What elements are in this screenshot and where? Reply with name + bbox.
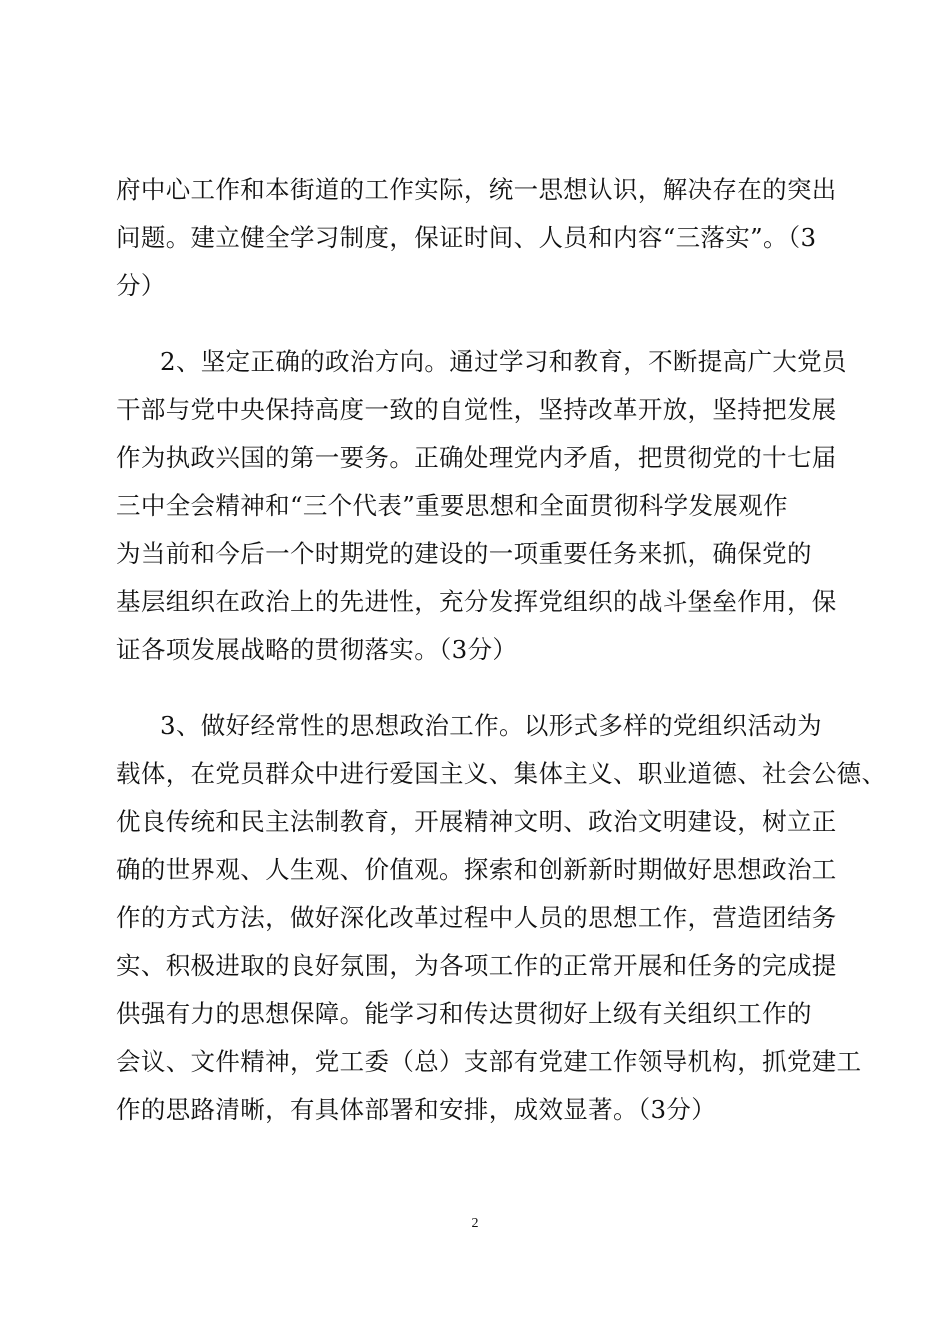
text-line: 作为执政兴国的第一要务。正确处理党内矛盾，把贯彻党的十七届 bbox=[116, 443, 837, 472]
paragraph-2-first-line: 2、坚定正确的政治方向。通过学习和教育，不断提高广大党员 bbox=[160, 347, 847, 376]
text-line: 干部与党中央保持高度一致的自觉性，坚持改革开放，坚持把发展 bbox=[116, 395, 837, 424]
paragraph-3-first-line: 3、做好经常性的思想政治工作。以形式多样的党组织活动为 bbox=[160, 711, 823, 740]
text-line: 分） bbox=[116, 271, 166, 300]
page-number: 2 bbox=[471, 1216, 479, 1231]
text-line: 三中全会精神和“三个代表”重要思想和全面贯彻科学发展观作 bbox=[116, 491, 788, 520]
text-line: 基层组织在政治上的先进性，充分发挥党组织的战斗堡垒作用，保 bbox=[116, 587, 837, 616]
text-line: 载体，在党员群众中进行爱国主义、集体主义、职业道德、社会公德、 bbox=[116, 759, 887, 788]
text-line: 优良传统和民主法制教育，开展精神文明、政治文明建设，树立正 bbox=[116, 807, 837, 836]
text-line: 会议、文件精神，党工委（总）支部有党建工作领导机构，抓党建工 bbox=[116, 1047, 862, 1076]
text-line: 供强有力的思想保障。能学习和传达贯彻好上级有关组织工作的 bbox=[116, 999, 812, 1028]
text-line: 作的方式方法，做好深化改革过程中人员的思想工作，营造团结务 bbox=[116, 903, 837, 932]
text-line: 证各项发展战略的贯彻落实。（3分） bbox=[116, 635, 518, 664]
text-line: 实、积极进取的良好氛围，为各项工作的正常开展和任务的完成提 bbox=[116, 951, 837, 980]
text-line: 作的思路清晰，有具体部署和安排，成效显著。（3分） bbox=[116, 1095, 717, 1124]
text-line: 问题。建立健全学习制度，保证时间、人员和内容“三落实”。（3 bbox=[116, 223, 817, 252]
text-line: 府中心工作和本街道的工作实际，统一思想认识，解决存在的突出 bbox=[116, 175, 837, 204]
text-line: 为当前和今后一个时期党的建设的一项重要任务来抓，确保党的 bbox=[116, 539, 812, 568]
text-line: 确的世界观、人生观、价值观。探索和创新新时期做好思想政治工 bbox=[116, 855, 837, 884]
